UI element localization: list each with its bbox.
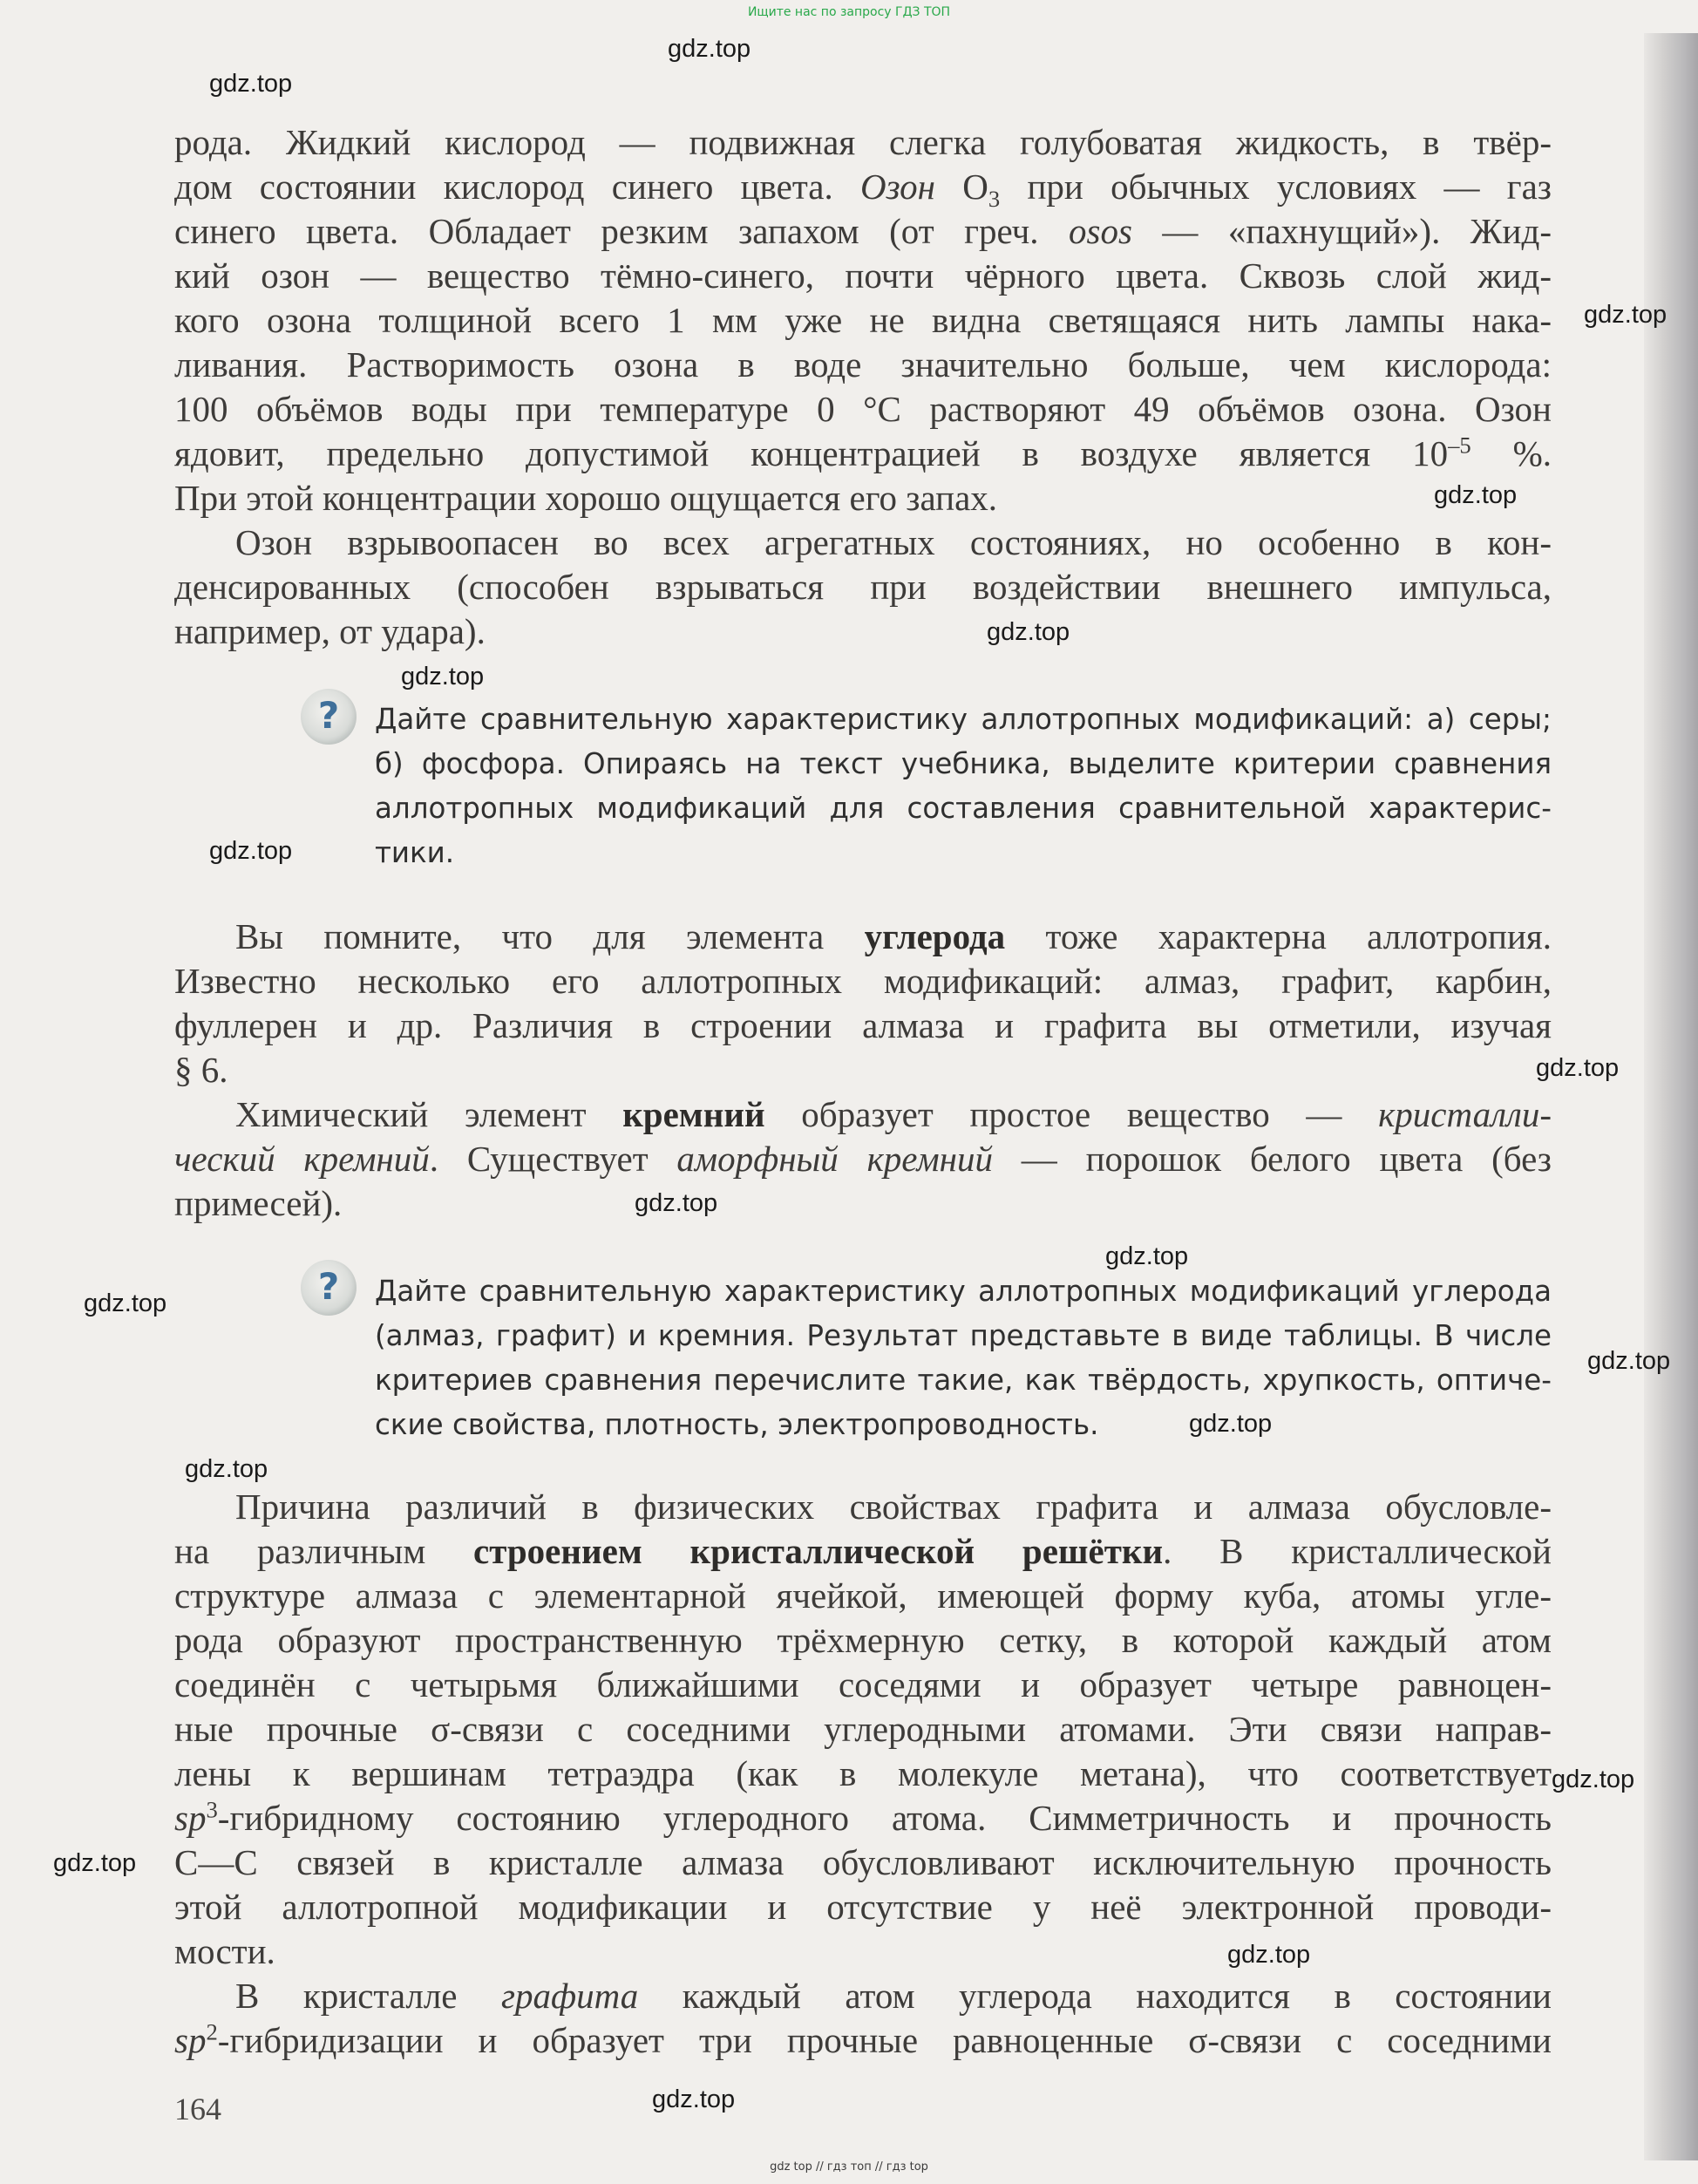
text-line: ядовит, предельно допустимой концентрацией в воздухе является $10^{-5}$ %. <box>174 432 1552 473</box>
text-line: на различным строением кристаллической решётки. В кристаллической <box>174 1531 1552 1571</box>
text-line: рода образуют пространственную трёхмерную сетку, в которой каждый атом <box>174 1620 1552 1660</box>
header-search-hint[interactable]: Ищите нас по запросу ГДЗ ТОП <box>747 5 951 19</box>
text-line: б) фосфора. Опираясь на текст учебника, выделите критерии сравнения <box>375 747 1552 780</box>
text-line: ные прочные σ-связи с соседними углеродными атомами. Эти связи направ- <box>174 1709 1552 1749</box>
watermark: gdz.top <box>84 1289 167 1317</box>
text-line: рода. Жидкий кислород — подвижная слегка голубоватая жидкость, в твёр- <box>174 122 1552 162</box>
watermark: gdz.top <box>1552 1766 1635 1793</box>
text-line: (алмаз, графит) и кремния. Результат представьте в виде таблицы. В числе <box>375 1319 1552 1352</box>
watermark: gdz.top <box>1189 1410 1273 1438</box>
text-line: денсированных (способен взрываться при воздействии внешнего импульса, <box>174 567 1552 607</box>
paragraph-oxygen-ozone <box>174 120 1552 520</box>
text-line: Причина различий в физических свойствах графита и алмаза обусловле- <box>235 1487 1552 1527</box>
paragraph-carbon-allotropy <box>174 915 1552 1092</box>
text-line: ские свойства, плотность, электропроводность. <box>375 1408 1099 1441</box>
text-line: структуре алмаза с элементарной ячейкой, имеющей форму куба, атомы угле- <box>174 1575 1552 1616</box>
text-line: синего цвета. Обладает резким запахом (от греч. osos — «пахнущий»). Жид- <box>174 211 1552 251</box>
text-line: При этой концентрации хорошо ощущается его запах. <box>174 478 998 518</box>
paragraph-graphite <box>174 1974 1552 2063</box>
text-line: лены к вершинам тетраэдра (как в молекуле метана), что соответствует <box>174 1753 1552 1793</box>
text-line: 100 объёмов воды при температуре 0 °C растворяют 49 объёмов озона. Озон <box>174 389 1552 429</box>
watermark: gdz.top <box>209 70 293 98</box>
watermark: gdz.top <box>1227 1941 1311 1969</box>
page-number: 164 <box>174 2092 221 2126</box>
text-line: например, от удара). <box>174 611 486 651</box>
text-line: этой аллотропной модификации и отсутствие у неё электронной проводи- <box>174 1887 1552 1927</box>
text-line: мости. <box>174 1931 275 1971</box>
paragraph-crystal-lattice <box>174 1485 1552 1974</box>
page-edge-shadow <box>1644 33 1698 2160</box>
text-line: кого озона толщиной всего 1 мм уже не видна светящаяся нить лампы нака- <box>174 300 1552 340</box>
text-line: $sp^2$-гибридизации и образует три прочные равноценные σ-связи с соседними <box>174 2018 1552 2060</box>
watermark: gdz.top <box>1434 481 1518 509</box>
text-line: В кристалле графита каждый атом углерода находится в состоянии <box>235 1976 1552 2016</box>
question-block-2 <box>375 1269 1552 1447</box>
watermark: gdz.top <box>1587 1347 1671 1375</box>
watermark: gdz.top <box>401 663 485 691</box>
text-line: § 6. <box>174 1050 228 1090</box>
watermark: gdz.top <box>1105 1242 1189 1270</box>
paragraph-silicon <box>174 1092 1552 1226</box>
text-line: Известно несколько его аллотропных модификаций: алмаз, графит, карбин, <box>174 961 1552 1001</box>
text-line: аллотропных модификаций для составления сравнительной характерис- <box>375 792 1552 825</box>
text-line: кий озон — вещество тёмно-синего, почти чёрного цвета. Сквозь слой жид- <box>174 255 1552 296</box>
question-block-1 <box>375 697 1552 875</box>
text-line: Дайте сравнительную характеристику аллотропных модификаций: а) серы; <box>375 703 1552 736</box>
watermark: gdz.top <box>668 35 751 63</box>
watermark: gdz.top <box>1584 301 1667 329</box>
text-line: Вы помните, что для элемента углерода тоже характерна аллотропия. <box>235 916 1552 956</box>
question-icon: ? <box>301 1260 357 1316</box>
watermark: gdz.top <box>987 618 1070 646</box>
text-line: ливания. Растворимость озона в воде значительно больше, чем кислорода: <box>174 344 1552 384</box>
text-line: соединён с четырьмя ближайшими соседями и образует четыре равноцен- <box>174 1664 1552 1704</box>
text-line: Химический элемент кремний образует простое вещество — кристалли- <box>235 1094 1552 1134</box>
watermark: gdz.top <box>53 1849 137 1877</box>
text-line: $sp^3$-гибридному состоянию углеродного атома. Симметричность и прочность <box>174 1796 1552 1838</box>
watermark: gdz.top <box>1536 1054 1620 1082</box>
text-line: примесей). <box>174 1183 343 1223</box>
watermark: gdz.top <box>209 837 293 865</box>
text-line: критериев сравнения перечислите такие, как твёрдость, хрупкость, оптиче- <box>375 1364 1552 1397</box>
text-line: Озон взрывоопасен во всех агрегатных состояниях, но особенно в кон- <box>235 522 1552 562</box>
text-line: Дайте сравнительную характеристику аллотропных модификаций углерода <box>375 1275 1552 1308</box>
footer-links[interactable]: gdz top // гдз топ // гдз top <box>770 2160 928 2174</box>
text-line: дом состоянии кислород синего цвета. Озон $O_3$ при обычных условиях — газ <box>174 167 1552 213</box>
watermark: gdz.top <box>635 1189 718 1217</box>
question-icon: ? <box>301 689 357 745</box>
text-line: C—C связей в кристалле алмаза обусловливают исключительную прочность <box>174 1842 1552 1882</box>
text-line: тики. <box>375 836 455 869</box>
text-line: фуллерен и др. Различия в строении алмаза и графита вы отметили, изучая <box>174 1005 1552 1045</box>
text-line: ческий кремний. Существует аморфный кремний — порошок белого цвета (без <box>174 1139 1552 1179</box>
paragraph-ozone-explosive <box>174 520 1552 654</box>
watermark: gdz.top <box>185 1455 268 1483</box>
watermark: gdz.top <box>652 2085 736 2113</box>
